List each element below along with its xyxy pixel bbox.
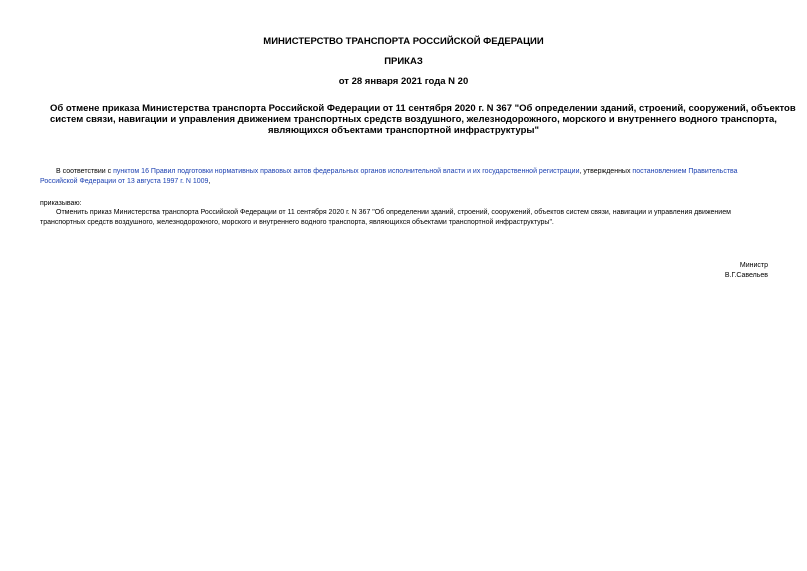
basis-middle: , утвержденных xyxy=(579,168,631,175)
ministry-heading: МИНИСТЕРСТВО ТРАНСПОРТА РОССИЙСКОЙ ФЕДЕРАЦИИ xyxy=(263,36,544,47)
title-line: Об отмене приказа Министерства транспорта Российской Федерации от 11 сентября 2020 г. N 367 "Об определении зданий, строений, сооружений, объектов xyxy=(50,103,796,114)
title-line: систем связи, навигации и управления движением транспортных средств воздушного, железнодорожного, морского и внутреннего водного транспорта, xyxy=(50,114,777,125)
order-word: приказываю: xyxy=(40,200,82,207)
resolution-link-cont[interactable]: Российской Федерации от 13 августа 1997 г. N 1009 xyxy=(40,178,209,185)
cancel-paragraph xyxy=(40,208,768,228)
basis-paragraph xyxy=(40,167,768,187)
basis-line xyxy=(40,167,768,177)
document-type: ПРИКАЗ xyxy=(384,56,423,67)
basis-line xyxy=(40,177,768,187)
document-date-number: от 28 января 2021 года N 20 xyxy=(338,76,469,87)
document-title xyxy=(50,103,796,136)
basis-suffix: , xyxy=(208,178,211,185)
signatory-name: В.Г.Савельев xyxy=(724,272,768,279)
rules-link[interactable]: пунктом 16 Правил подготовки нормативных правовых актов федеральных органов исполнительной власти и их государственной регистрации xyxy=(113,168,580,175)
title-line: являющихся объектами транспортной инфраструктуры" xyxy=(267,125,540,136)
cancel-line: Отменить приказ Министерства транспорта Российской Федерации от 11 сентября 2020 г. N 367 "Об определении зданий, строений, сооружений, объектов систем связи, навигации и управления движением xyxy=(56,209,731,216)
cancel-line: транспортных средств воздушного, железнодорожного, морского и внутреннего водного транспорта, являющихся объектами транспортной инфраструктуры". xyxy=(40,219,554,226)
signatory-position: Министр xyxy=(739,262,768,269)
resolution-link[interactable]: постановлением Правительства xyxy=(632,168,738,175)
basis-prefix: В соответствии с xyxy=(56,168,112,175)
